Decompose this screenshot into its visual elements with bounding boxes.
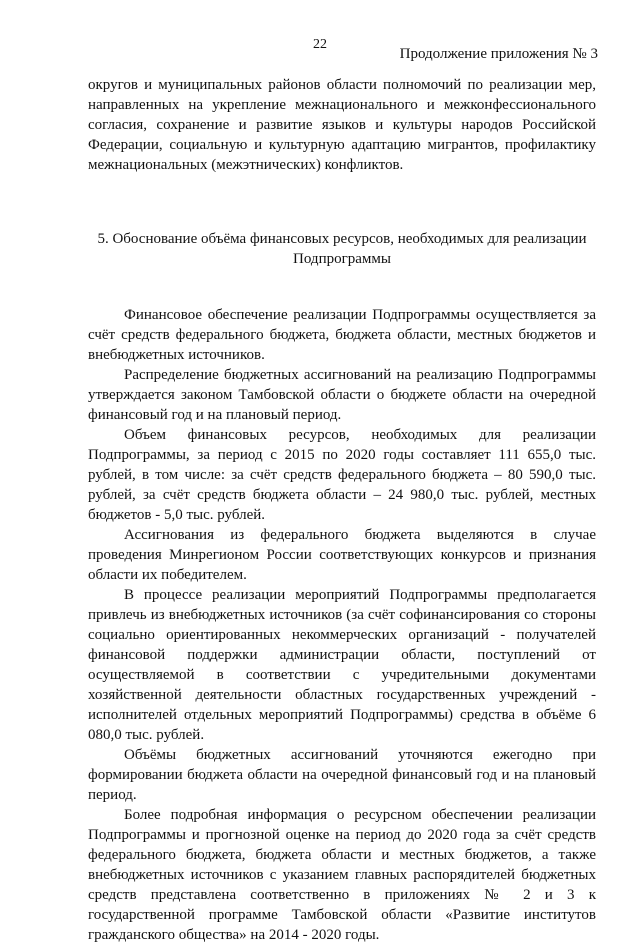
spacer [88,269,596,305]
paragraph-federal-assignments: Ассигнования из федерального бюджета выделяются в случае проведения Минрегионом России соответствующих конкурсов и признания области их победителем. [88,527,596,583]
paragraph-extrabudgetary: В процессе реализации мероприятий Подпрограммы предполагается привлечь из внебюджетных источников (за счёт софинансирования со стороны социально ориентированных некоммерческих организаций - получателей финансовой поддержки администрации области, поступлений от осуществляемой в соответствии с учредительными документами хозяйственной деятельности областных государственных учреждений - исполнителей отдельных мероприятий Подпрограммы) средства в объёме 6 080,0 тыс. рублей. [88,587,596,743]
appendix-continuation-note: Продолжение приложения № 3 [399,46,598,62]
paragraph-financing-sources: Финансовое обеспечение реализации Подпрограммы осуществляется за счёт средств федерального бюджета, бюджета области, местных бюджетов и внебюджетных источников. [88,307,596,363]
intro-paragraph: округов и муниципальных районов области полномочий по реализации мер, направленных на укрепление межнационального и межконфессионального согласия, сохранение и развитие языков и культуры народов Российской Федерации, социальную и культурную адаптацию мигрантов, профилактику межнациональных (межэтнических) конфликтов. [88,77,596,173]
document-body [88,75,596,945]
paragraph-adjustments: Объёмы бюджетных ассигнований уточняются ежегодно при формировании бюджета области на очередной финансовый год и на плановый период. [88,747,596,803]
page-number: 22 [313,37,327,52]
section-heading: 5. Обоснование объёма финансовых ресурсов, необходимых для реализации Подпрограммы [97,231,587,267]
paragraph-volume: Объем финансовых ресурсов, необходимых для реализации Подпрограммы, за период с 2015 по 2020 годы составляет 111 655,0 тыс. рублей, в том числе: за счёт средств федерального бюджета – 80 590,0 тыс. рублей, за счёт средств бюджета области – 24 980,0 тыс. рублей, местных бюджетов - 5,0 тыс. рублей. [88,427,596,523]
paragraph-detailed-info: Более подробная информация о ресурсном обеспечении реализации Подпрограммы и прогнозной оценке на период до 2020 года за счёт средств федерального бюджета, бюджета области и местных бюджетов, а также внебюджетных источников с указанием главных распорядителей бюджетных средств представлена соответственно в приложениях № 2 и 3 к государственной программе Тамбовской области «Развитие институтов гражданского общества» на 2014 - 2020 годы. [88,807,596,943]
paragraph-allocation: Распределение бюджетных ассигнований на реализацию Подпрограммы утверждается законом Тамбовской области о бюджете области на очередной финансовый год и на плановый период. [88,367,596,423]
spacer [88,175,596,229]
